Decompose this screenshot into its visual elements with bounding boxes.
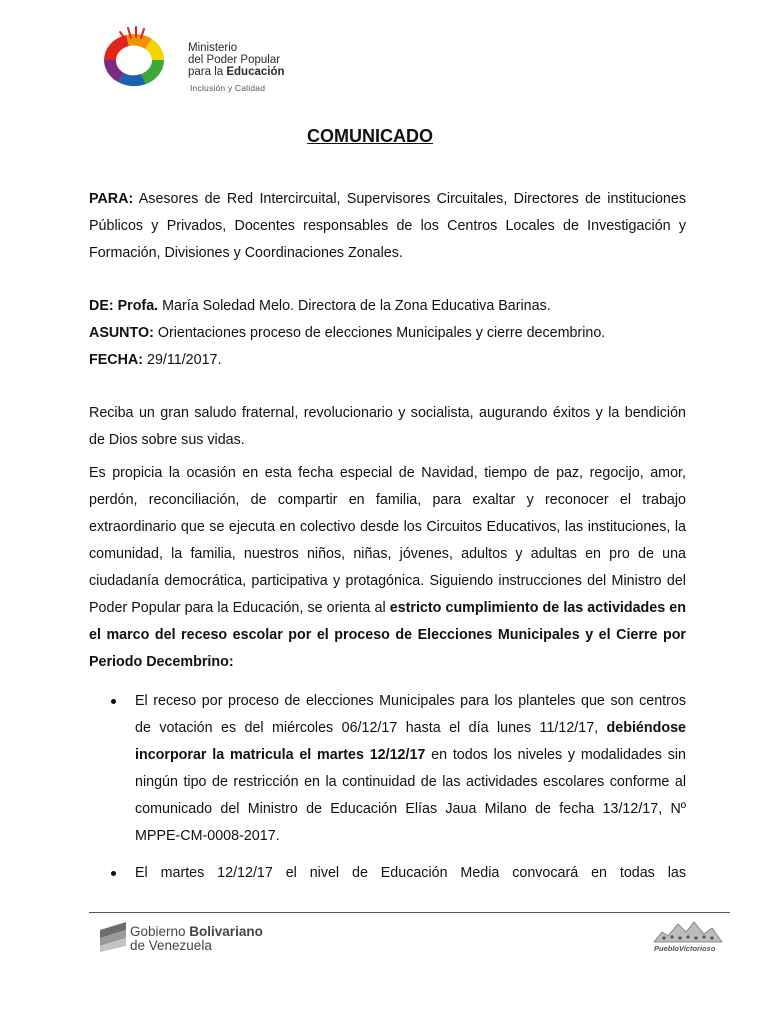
bullet-item xyxy=(89,688,686,850)
asunto-label: ASUNTO: xyxy=(89,325,154,341)
document-body xyxy=(89,186,686,887)
orientation-paragraph xyxy=(89,460,686,676)
bullet-bold: debiéndose incorporar la matricula el martes 12/12/17 xyxy=(135,720,686,763)
para-text: Asesores de Red Intercircuital, Supervisores Circuitales, Directores de instituciones Públicos y Privados, Docentes responsables de los Centros Locales de Investigación y Formación, Divisiones y Coordinaciones Zonales. xyxy=(89,191,686,261)
gobierno-bolivariano-logo xyxy=(98,920,288,956)
fecha-line xyxy=(89,347,686,374)
bullet-text: El receso por proceso de elecciones Municipales para los planteles que son centros de votación es del miércoles 06/12/17 hasta el día lunes 11/12/17, xyxy=(135,693,686,736)
document-title: COMUNICADO xyxy=(307,126,433,146)
bullet-text: El martes 12/12/17 el nivel de Educación Media convocará en todas las xyxy=(135,865,686,881)
ministry-name-prefix: para la xyxy=(188,66,227,78)
asunto-text: Orientaciones proceso de elecciones Municipales y cierre decembrino. xyxy=(153,325,606,341)
ministry-name-line3 xyxy=(188,66,285,78)
orientation-text: Es propicia la ocasión en esta fecha especial de Navidad, tiempo de paz, regocijo, amor, perdón, reconciliación, de compartir en familia, para exaltar y reconocer el trabajo extraordinario que se ejecuta en colectivo desde los Circuitos Educativos, las instituciones, la comunidad, la familia, nuestros niños, niñas, jóvenes, adultos y adultas en pro de una ciudadanía democrática, participativa y protagónica. Siguiendo instrucciones del Ministro del Poder Popular para la Educación, se orienta al xyxy=(89,465,686,616)
gobierno-regular: Gobierno xyxy=(130,924,190,939)
asunto-line xyxy=(89,320,686,347)
ministry-name-line1: Ministerio xyxy=(188,42,238,54)
para-block xyxy=(89,186,686,267)
bullet-text: en todos los niveles y modalidades sin ningún tipo de restricción en la continuidad de las actividades escolares conforme al comunicado del Ministro de Educación Elías Jaua Milano de fecha 13/12/17, Nº MPPE-CM-0008-2017. xyxy=(135,747,686,844)
fecha-text: 29/11/2017. xyxy=(143,352,222,368)
bullet-list xyxy=(89,688,686,887)
ministry-name xyxy=(188,42,285,78)
greeting-paragraph: Reciba un gran saludo fraternal, revolucionario y socialista, augurando éxitos y la bendición de Dios sobre sus vidas. xyxy=(89,405,686,448)
pueblo-victorioso-logo xyxy=(652,918,724,956)
gobierno-line1 xyxy=(130,925,263,939)
ministry-logo xyxy=(98,26,338,96)
gobierno-text xyxy=(130,925,263,953)
footer-divider xyxy=(89,912,730,913)
para-label: PARA: xyxy=(89,191,134,207)
ministry-tagline: Inclusión y Calidad xyxy=(190,83,266,93)
ministry-name-line2: del Poder Popular xyxy=(188,54,281,66)
ministry-name-bold: Educación xyxy=(226,66,285,78)
de-text: María Soledad Melo. Directora de la Zona Educativa Barinas. xyxy=(158,298,551,314)
venezuela-flag-icon xyxy=(98,920,128,952)
gobierno-line2: de Venezuela xyxy=(130,938,212,953)
orientation-bold: estricto cumplimiento de las actividades en el marco del receso escolar por el proceso de Elecciones Municipales y el Cierre por Periodo Decembrino: xyxy=(89,600,686,670)
gobierno-bold: Bolivariano xyxy=(189,924,263,939)
bullet-item xyxy=(89,860,686,887)
fecha-label: FECHA: xyxy=(89,352,144,368)
pueblo-victorioso-text: PuebloVictorioso xyxy=(654,944,716,953)
de-label: DE: Profa. xyxy=(89,298,159,314)
de-line xyxy=(89,293,686,320)
ministry-ring-icon xyxy=(98,26,184,88)
mountain-crowd-icon xyxy=(652,918,724,944)
